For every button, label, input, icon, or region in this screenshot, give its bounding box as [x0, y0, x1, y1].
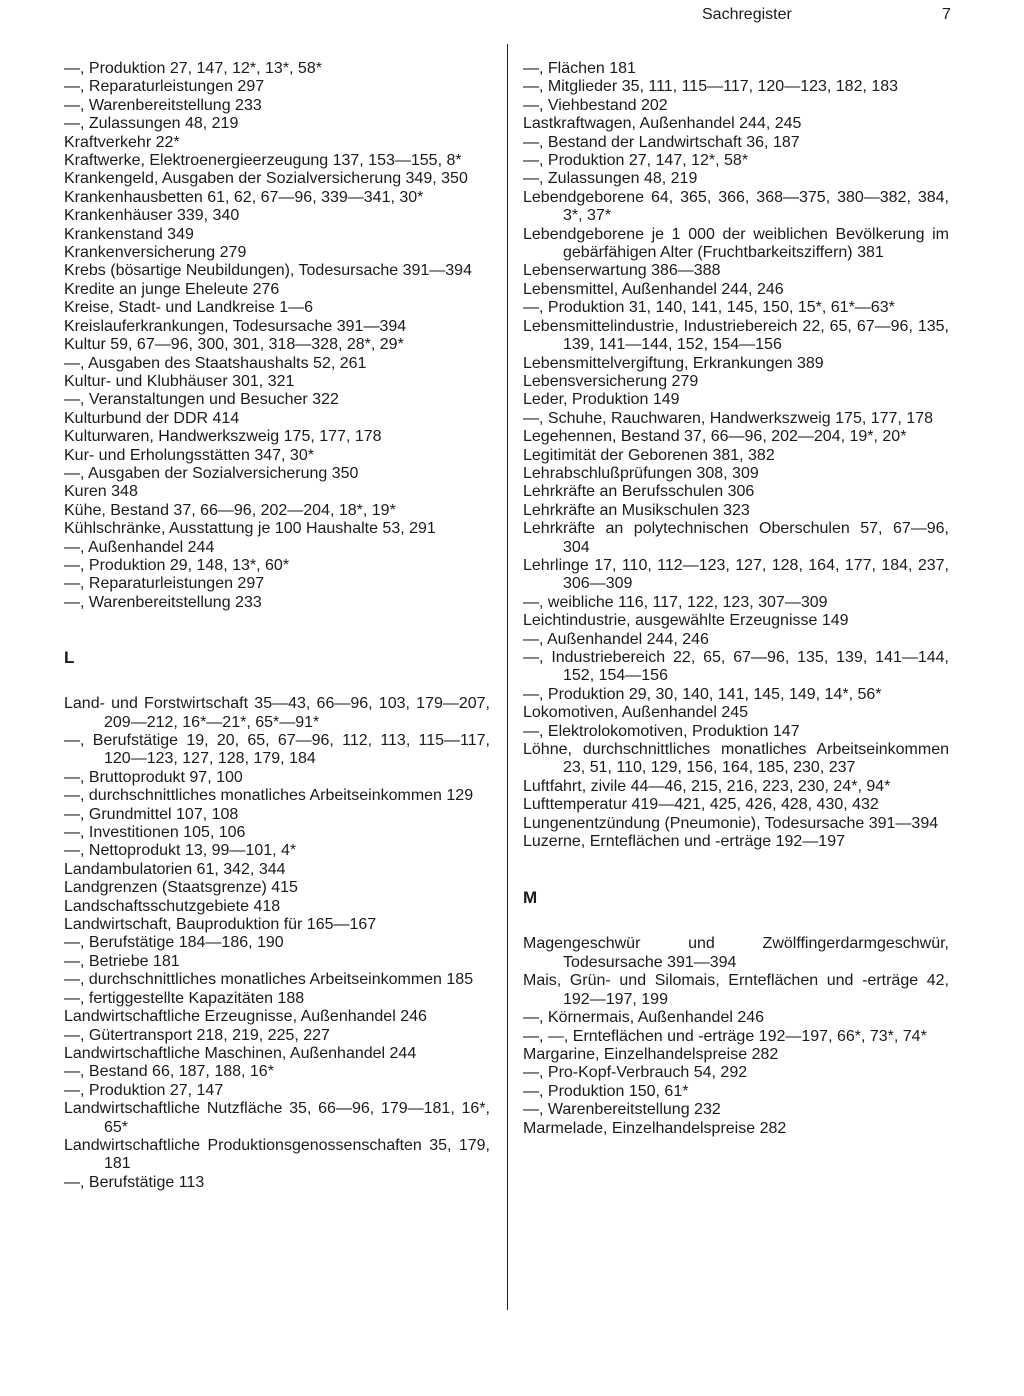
index-entry: —, Bruttoprodukt 97, 100: [64, 768, 243, 786]
index-entry: Kreislauferkrankungen, Todesursache 391—394: [64, 317, 407, 335]
index-entry: Kuren 348: [64, 483, 138, 501]
index-entry: Krankenhausbetten 61, 62, 67—96, 339—341, 30*: [64, 188, 424, 206]
index-entry: —, durchschnittliches monatliches Arbeitseinkommen 129: [64, 787, 474, 805]
index-entry: Kühe, Bestand 37, 66—96, 202—204, 18*, 19*: [64, 501, 396, 519]
index-entry: Krankenhäuser 339, 340: [64, 207, 240, 225]
section-letter-l: L: [64, 648, 75, 668]
index-entry: —, Veranstaltungen und Besucher 322: [64, 391, 339, 409]
index-entry: Kur- und Erholungsstätten 347, 30*: [64, 446, 314, 464]
index-entry: —, Produktion 27, 147, 12*, 58*: [523, 152, 749, 170]
index-entry: Krankenversicherung 279: [64, 244, 247, 262]
index-entry: Lungenentzündung (Pneumonie), Todesursache 391—394: [523, 814, 939, 832]
index-entry: —, durchschnittliches monatliches Arbeitseinkommen 185: [64, 971, 474, 989]
index-entry: —, Flächen 181: [523, 60, 636, 77]
index-entry: —, Berufstätige 19, 20, 65, 67—96, 112, 113, 115—117, 120—123, 127, 128, 179, 184: [64, 732, 490, 768]
index-entry: —, Außenhandel 244, 246: [523, 630, 709, 648]
index-entry: —, Produktion 27, 147, 12*, 13*, 58*: [64, 60, 322, 77]
index-entry: —, Körnermais, Außenhandel 246: [523, 1009, 765, 1027]
index-entry: Landambulatorien 61, 342, 344: [64, 860, 286, 878]
index-entry: Lufttemperatur 419—421, 425, 426, 428, 430, 432: [523, 796, 879, 814]
left-column: [64, 60, 490, 1192]
index-entry: —, Produktion 29, 30, 140, 141, 145, 149, 14*, 56*: [523, 685, 882, 703]
index-entry: Land- und Forstwirtschaft 35—43, 66—96, 103, 179—207, 209—212, 16*—21*, 65*—91*: [64, 695, 490, 731]
index-entry: —, Gütertransport 218, 219, 225, 227: [64, 1026, 330, 1044]
index-entry: —, Viehbestand 202: [523, 96, 668, 114]
page-header: [0, 4, 1024, 28]
index-entry: Landschaftsschutzgebiete 418: [64, 897, 281, 915]
index-entry: Lebendgeborene 64, 365, 366, 368—375, 380—382, 384, 3*, 37*: [523, 188, 949, 225]
index-entry: —, weibliche 116, 117, 122, 123, 307—309: [523, 593, 828, 611]
index-entry: —, Warenbereitstellung 233: [64, 96, 262, 114]
index-entry: Legehennen, Bestand 37, 66—96, 202—204, 19*, 20*: [523, 428, 907, 446]
index-entry: —, Reparaturleistungen 297: [64, 575, 265, 593]
index-entry: —, Berufstätige 184—186, 190: [64, 934, 284, 952]
index-entry: Landwirtschaftliche Maschinen, Außenhandel 244: [64, 1044, 417, 1062]
index-entry: —, Betriebe 181: [64, 952, 180, 970]
index-entry: —, —, Ernteflächen und -erträge 192—197, 66*, 73*, 74*: [523, 1027, 927, 1045]
index-entry: Kultur- und Klubhäuser 301, 321: [64, 372, 295, 390]
index-entry: Luftfahrt, zivile 44—46, 215, 216, 223, 230, 24*, 94*: [523, 777, 891, 795]
index-entry: —, Produktion 31, 140, 141, 145, 150, 15*, 61*—63*: [523, 299, 895, 317]
index-entry: Luzerne, Ernteflächen und -erträge 192—197: [523, 833, 845, 851]
entry-list-k: [64, 60, 490, 612]
index-entry: Löhne, durchschnittliches monatliches Arbeitseinkommen 23, 51, 110, 129, 156, 164, 185, 230, 237: [523, 741, 949, 777]
index-entry: —, Produktion 29, 148, 13*, 60*: [64, 556, 290, 574]
index-entry: Lehrkräfte an polytechnischen Oberschulen 57, 67—96, 304: [523, 520, 949, 556]
page-number: 7: [942, 6, 951, 23]
index-entry: —, Nettoprodukt 13, 99—101, 4*: [64, 842, 297, 860]
index-entry: Lehrabschlußprüfungen 308, 309: [523, 464, 759, 482]
index-entry: —, Elektrolokomotiven, Produktion 147: [523, 722, 800, 740]
index-entry: Landwirtschaftliche Produktionsgenossenschaften 35, 179, 181: [64, 1136, 490, 1173]
index-entry: —, fertiggestellte Kapazitäten 188: [64, 989, 305, 1007]
index-entry: —, Produktion 27, 147: [64, 1081, 224, 1099]
index-entry: Lebenserwartung 386—388: [523, 262, 721, 280]
index-entry: Lebensmittel, Außenhandel 244, 246: [523, 280, 784, 298]
index-entry: —, Industriebereich 22, 65, 67—96, 135, 139, 141—144, 152, 154—156: [523, 649, 949, 685]
index-entry: Lebendgeborene je 1 000 der weiblichen Bevölkerung im gebärfähigen Alter (Fruchtbarkeitsziffern) 381: [523, 225, 949, 262]
entry-list-l-continued: [523, 60, 949, 851]
index-entry: Kulturbund der DDR 414: [64, 409, 240, 427]
index-entry: —, Zulassungen 48, 219: [523, 170, 698, 188]
index-entry: —, Schuhe, Rauchwaren, Handwerkszweig 175, 177, 178: [523, 409, 934, 427]
column-divider: [507, 44, 508, 1310]
index-entry: —, Reparaturleistungen 297: [64, 78, 265, 96]
index-entry: Mais, Grün- und Silomais, Ernteflächen und -erträge 42, 192—197, 199: [523, 972, 949, 1008]
index-entry: —, Produktion 150, 61*: [523, 1082, 689, 1100]
index-entry: Kreise, Stadt- und Landkreise 1—6: [64, 299, 314, 317]
index-entry: Lehrlinge 17, 110, 112—123, 127, 128, 164, 177, 184, 237, 306—309: [523, 556, 949, 593]
index-entry: Marmelade, Einzelhandelspreise 282: [523, 1119, 787, 1137]
index-entry: —, Grundmittel 107, 108: [64, 805, 239, 823]
index-entry: Lebensmittelvergiftung, Erkrankungen 389: [523, 354, 824, 372]
index-entry: Kredite an junge Eheleute 276: [64, 280, 280, 298]
running-head-title: Sachregister: [702, 6, 792, 23]
entry-list-m: [523, 935, 949, 1137]
index-entry: Landwirtschaftliche Nutzfläche 35, 66—96, 179—181, 16*, 65*: [64, 1100, 490, 1136]
index-entry: —, Investitionen 105, 106: [64, 824, 246, 842]
entry-list-l: [64, 695, 490, 1192]
index-entry: Landgrenzen (Staatsgrenze) 415: [64, 879, 298, 897]
index-entry: Lehrkräfte an Musikschulen 323: [523, 501, 750, 519]
index-entry: Kultur 59, 67—96, 300, 301, 318—328, 28*, 29*: [64, 336, 404, 354]
index-entry: Kraftwerke, Elektroenergieerzeugung 137, 153—155, 8*: [64, 152, 462, 170]
index-entry: Kulturwaren, Handwerkszweig 175, 177, 178: [64, 428, 382, 446]
index-entry: Leder, Produktion 149: [523, 391, 680, 409]
index-entry: Landwirtschaftliche Erzeugnisse, Außenhandel 246: [64, 1008, 427, 1026]
index-entry: Krankengeld, Ausgaben der Sozialversicherung 349, 350: [64, 170, 468, 188]
index-entry: —, Warenbereitstellung 233: [64, 593, 262, 611]
index-entry: Lokomotiven, Außenhandel 245: [523, 704, 749, 722]
index-entry: Krankenstand 349: [64, 225, 194, 243]
index-entry: —, Zulassungen 48, 219: [64, 115, 239, 133]
index-entry: —, Ausgaben der Sozialversicherung 350: [64, 464, 359, 482]
index-entry: —, Bestand der Landwirtschaft 36, 187: [523, 133, 800, 151]
index-entry: Kühlschränke, Ausstattung je 100 Haushalte 53, 291: [64, 520, 436, 538]
index-entry: —, Warenbereitstellung 232: [523, 1101, 721, 1119]
index-entry: Lebensversicherung 279: [523, 372, 699, 390]
index-entry: —, Außenhandel 244: [64, 538, 215, 556]
index-entry: Landwirtschaft, Bauproduktion für 165—167: [64, 916, 377, 934]
index-entry: Krebs (bösartige Neubildungen), Todesursache 391—394: [64, 262, 472, 280]
index-entry: Lehrkräfte an Berufsschulen 306: [523, 483, 755, 501]
index-entry: —, Mitglieder 35, 111, 115—117, 120—123, 182, 183: [523, 78, 899, 96]
right-column: [523, 60, 949, 1138]
index-entry: Kraftverkehr 22*: [64, 133, 180, 151]
index-entry: —, Ausgaben des Staatshaushalts 52, 261: [64, 354, 367, 372]
section-letter-m: M: [523, 888, 538, 908]
index-entry: —, Pro-Kopf-Verbrauch 54, 292: [523, 1064, 748, 1082]
index-entry: Magengeschwür und Zwölffingerdarmgeschwür, Todesursache 391—394: [523, 935, 949, 971]
index-entry: Lastkraftwagen, Außenhandel 244, 245: [523, 115, 802, 133]
index-entry: Leichtindustrie, ausgewählte Erzeugnisse 149: [523, 612, 849, 630]
index-entry: Legitimität der Geborenen 381, 382: [523, 446, 775, 464]
index-entry: —, Berufstätige 113: [64, 1173, 205, 1191]
index-entry: Margarine, Einzelhandelspreise 282: [523, 1045, 779, 1063]
index-entry: Lebensmittelindustrie, Industriebereich 22, 65, 67—96, 135, 139, 141—144, 152, 154—156: [523, 317, 949, 354]
index-entry: —, Bestand 66, 187, 188, 16*: [64, 1063, 274, 1081]
